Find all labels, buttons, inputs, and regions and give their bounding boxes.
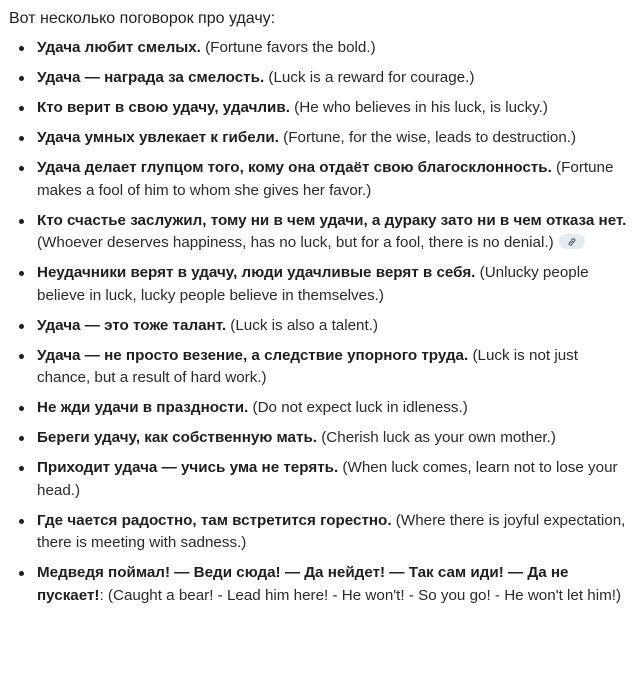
proverb-ru: Береги удачу, как собственную мать. [37, 429, 318, 446]
intro-text: Вот несколько поговорок про удачу: [9, 10, 276, 27]
list-item [0, 157, 638, 202]
proverb-ru: Не жди удачи в праздности. [37, 399, 249, 416]
list-item [0, 262, 638, 307]
link-icon [567, 237, 577, 247]
proverb-en: : (Caught a bear! - Lead him here! - He won't! - So you go! - He won't let him!) [99, 586, 622, 604]
proverb-ru: Удача — награда за смелость. [37, 69, 265, 86]
source-link-chip[interactable] [559, 234, 585, 249]
proverb-list [0, 37, 638, 615]
proverb-en: (Luck is a reward for courage.) [268, 69, 475, 86]
list-item [0, 315, 638, 338]
proverb-ru: Неудачники верят в удачу, люди удачливые верят в себя. [37, 264, 476, 281]
list-item [0, 97, 638, 120]
proverb-ru: Кто верит в свою удачу, удачлив. [37, 99, 290, 116]
list-item [0, 210, 638, 255]
list-item [0, 345, 638, 390]
list-item [0, 510, 638, 555]
list-item [0, 427, 638, 450]
list-item [0, 127, 638, 150]
proverb-en: (Luck is not just chance, but a result of hard work.) [37, 346, 578, 386]
proverb-en: (Luck is also a talent.) [230, 316, 379, 334]
list-item [0, 562, 638, 607]
proverb-en: (Whoever deserves happiness, has no luck, but for a fool, there is no denial.) [37, 234, 554, 251]
proverb-ru: Кто счастье заслужил, тому ни в чем удачи, а дураку зато ни в чем отказа нет. [37, 211, 627, 229]
list-item [0, 457, 638, 502]
proverb-ru: Удача любит смелых. [37, 39, 201, 56]
proverb-ru: Удача умных увлекает к гибели. [37, 129, 279, 146]
proverb-en: (Unlucky people believe in luck, lucky people believe in themselves.) [37, 264, 589, 304]
proverb-en: (Fortune favors the bold.) [205, 39, 376, 56]
proverb-ru: Удача — не просто везение, а следствие упорного труда. [37, 346, 469, 364]
proverb-ru: Удача делает глупцом того, кому она отдаёт свою благосклонность. [37, 159, 552, 176]
proverb-ru: Где чается радостно, там встретится горестно. [37, 511, 392, 529]
list-item [0, 37, 638, 60]
proverb-ru: Приходит удача — учись ума не терять. [37, 459, 339, 476]
proverb-en: (Where there is joyful expectation, there is meeting with sadness.) [37, 511, 626, 551]
proverb-en: (Cherish luck as your own mother.) [321, 429, 556, 446]
proverb-en: (Fortune makes a fool of him to whom she gives her favor.) [37, 159, 614, 199]
proverb-en: (He who believes in his luck, is lucky.) [294, 99, 548, 116]
proverb-en: (Do not expect luck in idleness.) [252, 399, 468, 416]
proverb-en: (Fortune, for the wise, leads to destruction.) [283, 129, 577, 146]
list-item [0, 67, 638, 90]
proverb-en: (When luck comes, learn not to lose your head.) [37, 459, 618, 499]
list-item [0, 397, 638, 420]
proverb-ru: Удача — это тоже талант. [37, 316, 227, 334]
proverb-ru: Медведя поймал! — Веди сюда! — Да нейдет! — Так сам иди! — Да не пускает! [37, 564, 569, 604]
